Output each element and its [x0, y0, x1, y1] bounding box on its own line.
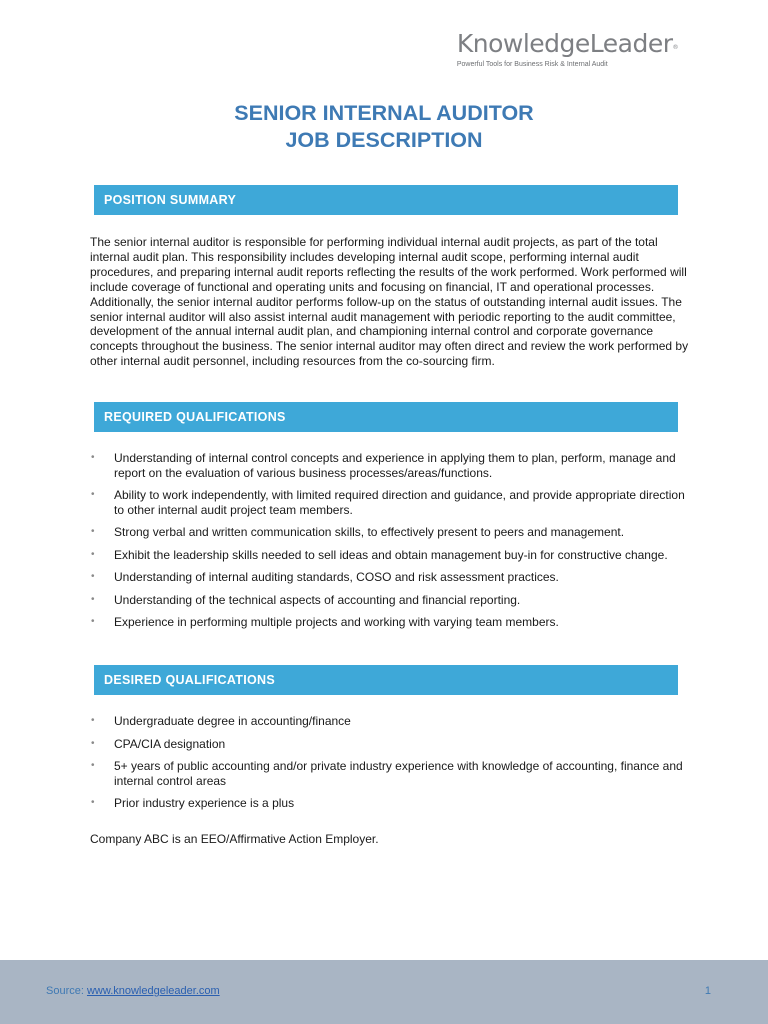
list-item [90, 525, 690, 540]
bullet-icon: • [91, 593, 95, 605]
list-item-text: 5+ years of public accounting and/or private industry experience with knowledge of accounting, finance and internal control areas [114, 759, 683, 788]
list-item [90, 488, 690, 517]
list-item [90, 548, 690, 563]
list-item-text: Experience in performing multiple projects and working with varying team members. [114, 615, 559, 629]
bullet-icon: • [91, 548, 95, 560]
bullet-icon: • [91, 616, 95, 627]
position-summary-heading: POSITION SUMMARY [94, 185, 678, 215]
desired-qualifications-list [90, 714, 690, 819]
list-item-text: Understanding of the technical aspects of accounting and financial reporting. [114, 592, 521, 607]
logo-tagline: Powerful Tools for Business Risk & Internal Audit [456, 61, 608, 68]
list-item [90, 451, 690, 480]
source-link[interactable]: www.knowledgeleader.com [86, 985, 220, 997]
list-item [90, 759, 690, 788]
list-item [90, 615, 690, 630]
list-item [90, 737, 690, 752]
bullet-icon: • [91, 489, 95, 500]
desired-qualifications-heading: DESIRED QUALIFICATIONS [94, 665, 678, 695]
source-line [46, 985, 220, 997]
logo-part1: Knowledge [456, 29, 590, 58]
logo-registered-mark: ® [672, 44, 678, 51]
required-qualifications-list [90, 451, 690, 638]
bullet-icon: • [91, 571, 95, 582]
bullet-icon: • [91, 452, 95, 463]
knowledgeleader-logo [457, 30, 678, 68]
list-item-text: Ability to work independently, with limited required direction and guidance, and provide appropriate direction to other internal audit project team members. [114, 488, 685, 517]
page-title [0, 100, 768, 154]
list-item-text: Undergraduate degree in accounting/finance [114, 714, 351, 728]
list-item-text: Prior industry experience is a plus [114, 796, 295, 810]
page-footer [0, 960, 768, 1024]
list-item-text: Understanding of internal control concepts and experience in applying them to plan, perform, manage and report on the evaluation of various business processes/areas/functions. [114, 451, 676, 480]
title-line-2: JOB DESCRIPTION [285, 128, 483, 152]
list-item-text: Understanding of internal auditing standards, COSO and risk assessment practices. [114, 570, 559, 584]
list-item [90, 593, 690, 608]
bullet-icon: • [91, 760, 95, 771]
list-item [90, 796, 690, 811]
list-item-text: Exhibit the leadership skills needed to sell ideas and obtain management buy-in for constructive change. [114, 547, 668, 562]
logo-wordmark [457, 30, 678, 58]
required-qualifications-heading: REQUIRED QUALIFICATIONS [94, 402, 678, 432]
eeo-statement: Company ABC is an EEO/Affirmative Action Employer. [90, 832, 379, 846]
list-item-text: Strong verbal and written communication skills, to effectively present to peers and management. [114, 525, 625, 539]
title-line-1: SENIOR INTERNAL AUDITOR [234, 101, 534, 125]
bullet-icon: • [91, 526, 95, 537]
source-label: Source: [46, 985, 87, 997]
logo-part2: Leader [589, 29, 673, 58]
position-summary-text: The senior internal auditor is responsible for performing individual internal audit projects, as part of the total internal audit plan. This responsibility includes developing internal audit scope, performing internal audit procedures, and preparing internal audit reports reflecting the results of the work performed. Work performed will include coverage of functional and operating units and focusing on financial, IT and operational processes. Additionally, the senior internal auditor performs follow-up on the status of outstanding internal audit issues. The senior internal auditor will also assist internal audit management with periodic reporting to the audit committee, development of the annual internal audit plan, and championing internal control and corporate governance concepts throughout the business. The senior internal auditor may often direct and review the work performed by other internal audit personnel, including resources from the co-sourcing firm. [90, 235, 689, 369]
list-item-text: CPA/CIA designation [114, 736, 226, 751]
list-item [90, 714, 690, 729]
list-item [90, 570, 690, 585]
bullet-icon: • [91, 797, 95, 808]
page-number: 1 [704, 985, 711, 997]
bullet-icon: • [91, 715, 95, 726]
bullet-icon: • [91, 737, 95, 749]
